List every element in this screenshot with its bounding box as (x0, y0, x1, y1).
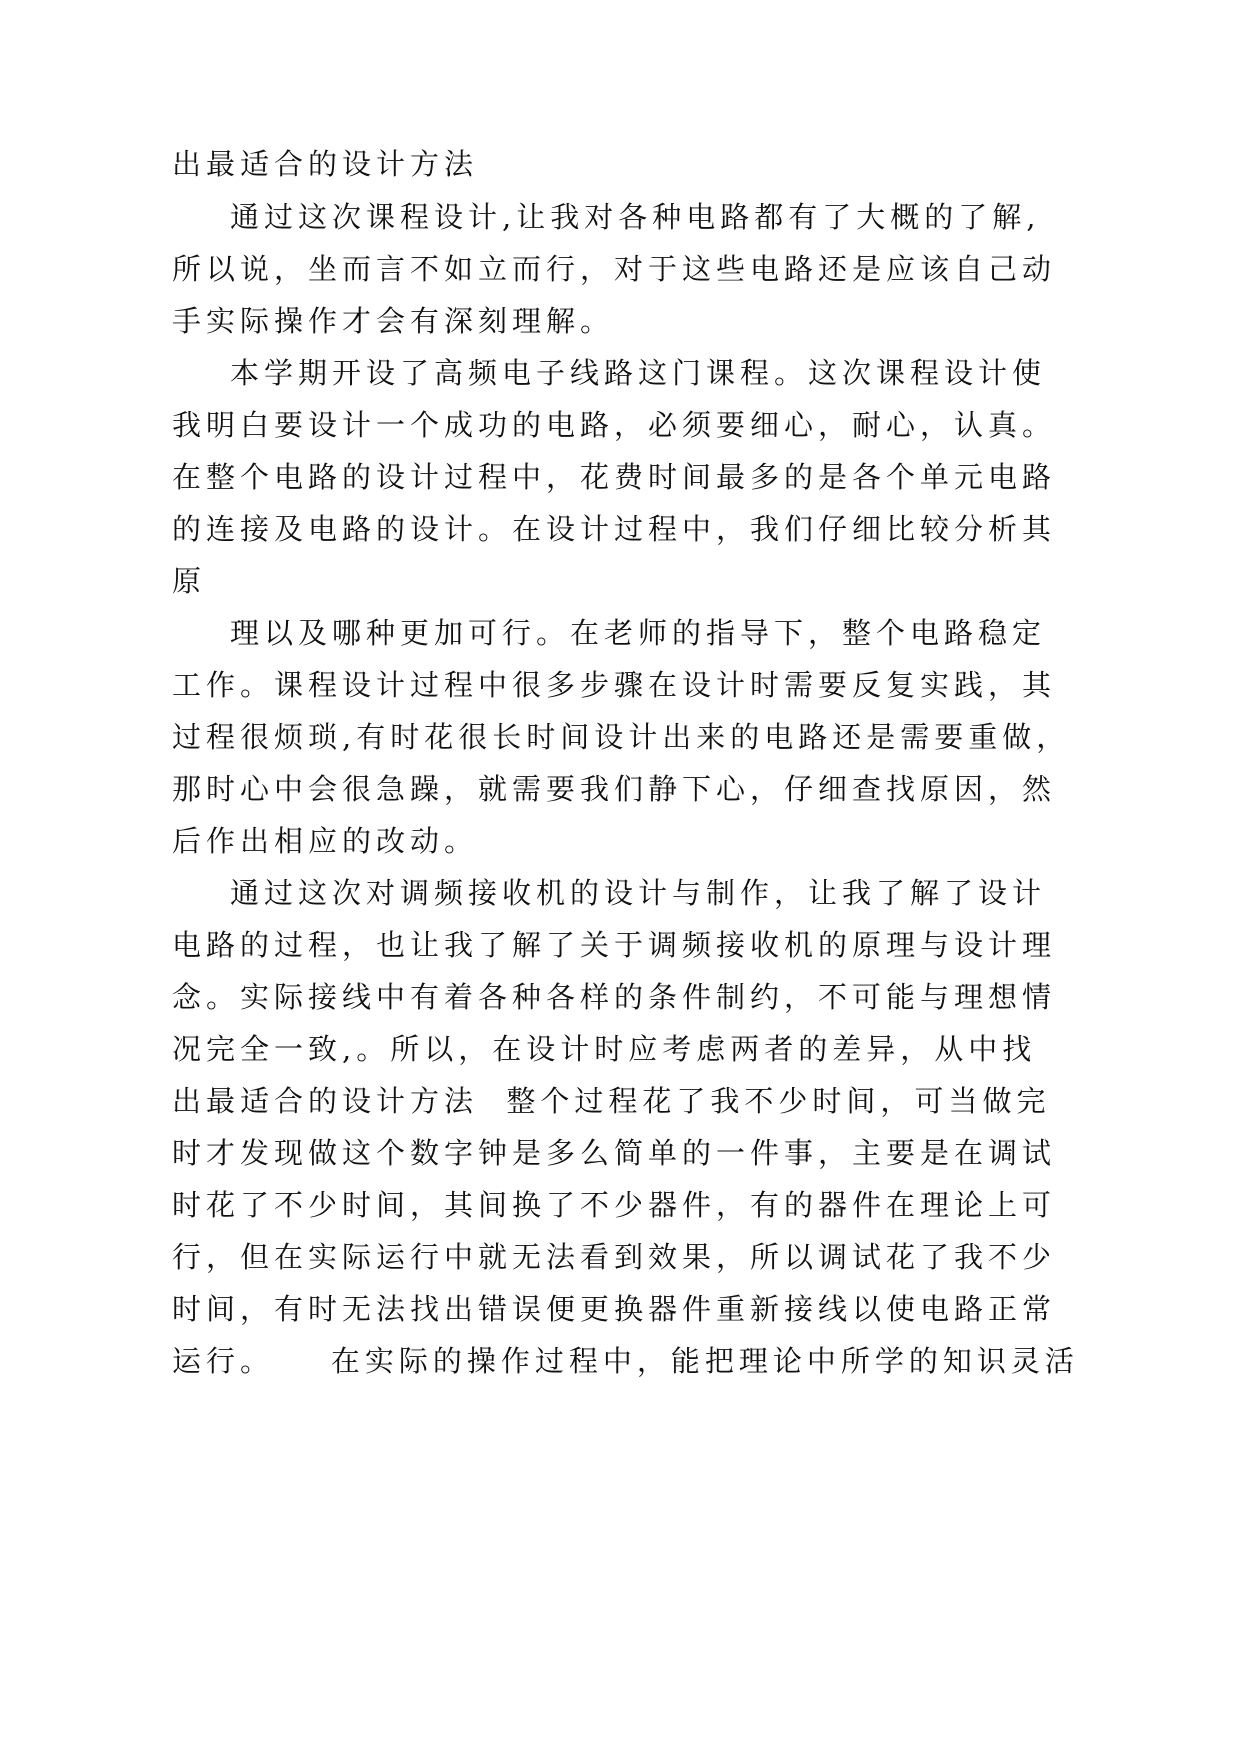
text-line: 念。实际接线中有着各种各样的条件制约，不可能与理想情 (172, 980, 1057, 1014)
text-line: 后作出相应的改动。 (172, 824, 479, 858)
text-line: 手实际操作才会有深刻理解。 (172, 304, 615, 338)
text-line: 况完全一致,。所以，在设计时应考虑两者的差异，从中找 (172, 1032, 1037, 1066)
text-line: 的连接及电路的设计。在设计过程中，我们仔细比较分析其 (172, 512, 1057, 546)
text-line: 出最适合的设计方法 (172, 147, 479, 181)
text-line: 我明白要设计一个成功的电路，必须要细心，耐心，认真。 (172, 408, 1057, 442)
text-line: 行，但在实际运行中就无法看到效果，所以调试花了我不少 (172, 1240, 1057, 1274)
text-line: 原 (172, 564, 207, 598)
text-line: 电路的过程，也让我了解了关于调频接收机的原理与设计理 (172, 928, 1057, 962)
text-line: 时间，有时无法找出错误便更换器件重新接线以使电路正常 (172, 1292, 1057, 1326)
text-line: 运行。 在实际的操作过程中，能把理论中所学的知识灵活 (172, 1344, 1079, 1378)
text-line: 通过这次课程设计,让我对各种电路都有了大概的了解, (230, 200, 1041, 234)
text-line: 那时心中会很急躁，就需要我们静下心，仔细查找原因，然 (172, 772, 1057, 806)
text-line: 出最适合的设计方法 整个过程花了我不少时间，可当做完 (172, 1084, 1051, 1118)
text-line: 工作。课程设计过程中很多步骤在设计时需要反复实践，其 (172, 668, 1057, 702)
text-line: 理以及哪种更加可行。在老师的指导下，整个电路稳定 (230, 616, 1047, 650)
text-line: 所以说，坐而言不如立而行，对于这些电路还是应该自己动 (172, 252, 1057, 286)
text-line: 时花了不少时间，其间换了不少器件，有的器件在理论上可 (172, 1188, 1057, 1222)
text-line: 过程很烦琐,有时花很长时间设计出来的电路还是需要重做， (172, 720, 1071, 754)
text-line: 在整个电路的设计过程中，花费时间最多的是各个单元电路 (172, 460, 1057, 494)
text-line: 通过这次对调频接收机的设计与制作，让我了解了设计 (230, 876, 1047, 910)
text-line: 时才发现做这个数字钟是多么简单的一件事，主要是在调试 (172, 1136, 1057, 1170)
text-line: 本学期开设了高频电子线路这门课程。这次课程设计使 (230, 356, 1047, 390)
